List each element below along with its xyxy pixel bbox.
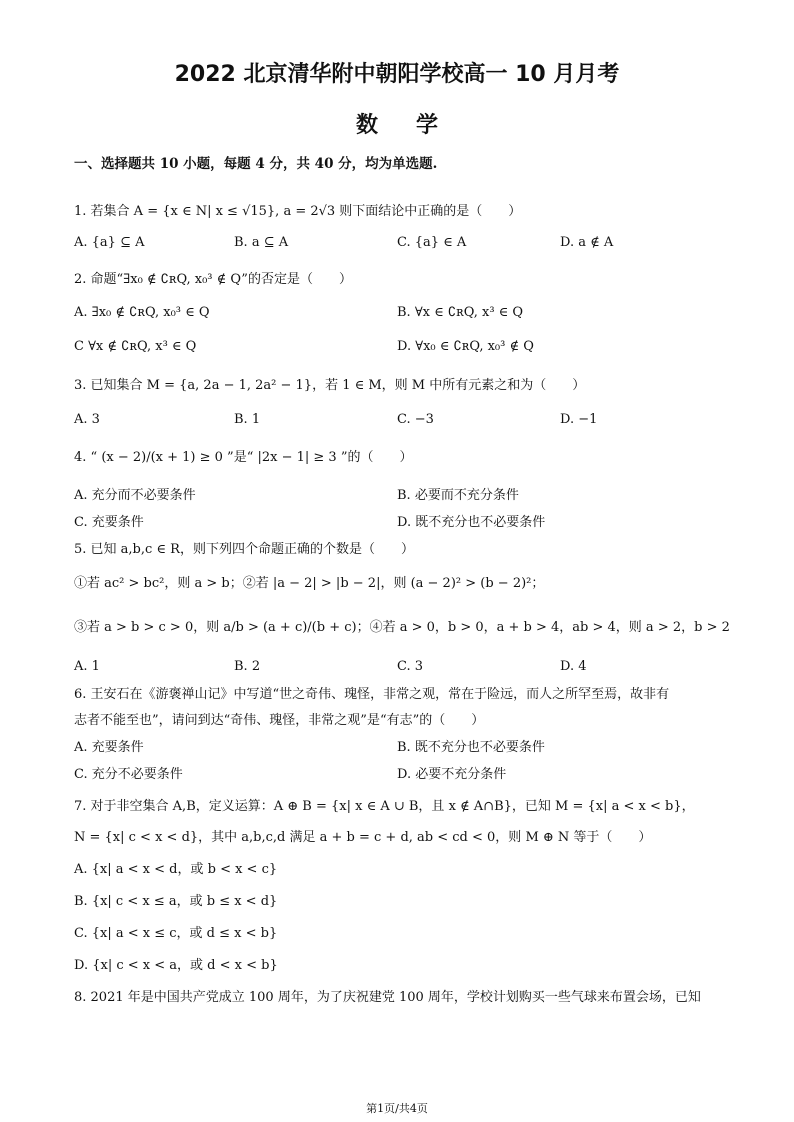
question-4-option-c: C. 充要条件 <box>74 515 144 530</box>
question-3-option-b: B. 1 <box>234 412 261 427</box>
question-2-option-a: A. ∃x₀ ∉ ∁ʀQ, x₀³ ∈ Q <box>74 305 210 320</box>
question-5-stem: 5. 已知 a,b,c ∈ R，则下列四个命题正确的个数是（ ） <box>74 542 414 557</box>
question-3-option-c: C. −3 <box>397 412 434 427</box>
question-3-option-d: D. −1 <box>560 412 598 427</box>
question-7-option-a: A. {x| a < x < d，或 b < x < c} <box>74 862 278 877</box>
question-5-option-b: B. 2 <box>234 659 261 674</box>
question-1-option-b: B. a ⊆ A <box>234 235 289 250</box>
question-6-stem: 6. 王安石在《游褒禅山记》中写道“世之奇伟、瑰怪，非常之观，常在于险远，而人之所罕至焉，故非有 <box>74 687 670 702</box>
question-6-option-c: C. 充分不必要条件 <box>74 767 183 782</box>
question-8-stem: 8. 2021 年是中国共产党成立 100 周年，为了庆祝建党 100 周年，学校计划购买一些气球来布置会场，已知 <box>74 990 701 1005</box>
question-2-stem: 2. 命题“∃x₀ ∉ ∁ʀQ, x₀³ ∉ Q”的否定是（ ） <box>74 272 352 287</box>
question-5-propositions-3-4: ③若 a > b > c > 0，则 a/b > (a + c)/(b + c)；④若 a > 0，b > 0，a + b > 4，ab > 4，则 a > 2，b > 2 <box>74 620 730 635</box>
question-6-option-d: D. 必要不充分条件 <box>397 767 507 782</box>
question-6-option-b: B. 既不充分也不必要条件 <box>397 740 545 755</box>
question-2-option-c: C ∀x ∉ ∁ʀQ, x³ ∈ Q <box>74 339 197 354</box>
question-4-option-d: D. 既不充分也不必要条件 <box>397 515 546 530</box>
question-2-option-d: D. ∀x₀ ∈ ∁ʀQ, x₀³ ∉ Q <box>397 339 534 354</box>
question-5-option-d: D. 4 <box>560 659 587 674</box>
question-2-option-b: B. ∀x ∈ ∁ʀQ, x³ ∈ Q <box>397 305 524 320</box>
question-7-option-d: D. {x| c < x < a，或 d < x < b} <box>74 958 278 973</box>
section-heading: 一、选择题共 10 小题，每题 4 分，共 40 分，均为单选题. <box>74 156 438 172</box>
question-4-option-b: B. 必要而不充分条件 <box>397 488 519 503</box>
question-7-option-c: C. {x| a < x ≤ c，或 d ≤ x < b} <box>74 926 278 941</box>
question-7-stem-continued: N = {x| c < x < d}，其中 a,b,c,d 满足 a + b = c + d, ab < cd < 0，则 M ⊕ N 等于（ ） <box>74 830 652 845</box>
question-4-option-a: A. 充分而不必要条件 <box>74 488 196 503</box>
question-1-option-c: C. {a} ∈ A <box>397 235 467 250</box>
subject-title: 数学 <box>355 112 476 138</box>
question-4-stem: 4. “ (x − 2)/(x + 1) ≥ 0 ”是“ |2x − 1| ≥ 3 ”的（ ） <box>74 450 413 465</box>
question-1-option-d: D. a ∉ A <box>560 235 614 250</box>
question-7-option-b: B. {x| c < x ≤ a，或 b ≤ x < d} <box>74 894 278 909</box>
question-1-stem: 1. 若集合 A = {x ∈ N| x ≤ √15}, a = 2√3 则下面结论中正确的是（ ） <box>74 204 522 219</box>
question-5-option-c: C. 3 <box>397 659 424 674</box>
question-5-propositions-1-2: ①若 ac² > bc²，则 a > b；②若 |a − 2| > |b − 2|，则 (a − 2)² > (b − 2)²； <box>74 576 545 591</box>
question-1-option-a: A. {a} ⊆ A <box>74 235 145 250</box>
question-6-stem-continued: 志者不能至也”，请问到达“奇伟、瑰怪，非常之观”是“有志”的（ ） <box>74 713 485 728</box>
question-6-option-a: A. 充要条件 <box>74 740 144 755</box>
exam-title: 2022 北京清华附中朝阳学校高一 10 月月考 <box>174 62 620 87</box>
question-7-stem: 7. 对于非空集合 A,B，定义运算：A ⊕ B = {x| x ∈ A ∪ B，且 x ∉ A∩B}，已知 M = {x| a < x < b}， <box>74 799 695 814</box>
question-5-option-a: A. 1 <box>74 659 100 674</box>
question-3-stem: 3. 已知集合 M = {a, 2a − 1, 2a² − 1}，若 1 ∈ M，则 M 中所有元素之和为（ ） <box>74 378 586 393</box>
page-number: 第1页/共4页 <box>366 1102 428 1115</box>
question-3-option-a: A. 3 <box>74 412 100 427</box>
